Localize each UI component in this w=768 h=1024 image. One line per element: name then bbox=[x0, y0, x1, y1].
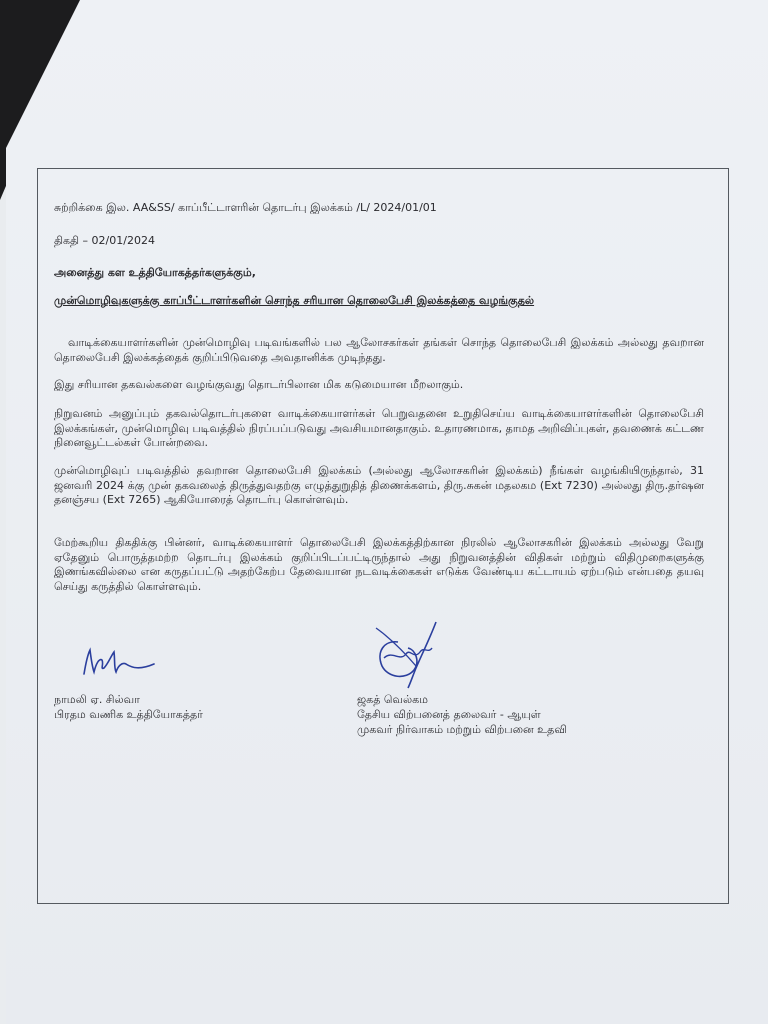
signature-right bbox=[370, 618, 454, 692]
paragraph-1: வாடிக்கையாளர்களின் முன்மொழிவு படிவங்களில் பல ஆலோசகர்கள் தங்கள் சொந்த தொலைபேசி இலக்கம் அல்லது தவறான தொலைபேசி இலக்கத்தைக் குறிப்பிடுவதை அவதானிக்க முடிந்தது. bbox=[54, 336, 704, 364]
signatory-right bbox=[357, 692, 567, 737]
circular-date: திகதி – 02/01/2024 bbox=[54, 234, 155, 247]
subject-heading: முன்மொழிவுகளுக்கு காப்பீட்டாளர்களின் சொந்த சரியான தொலைபேசி இலக்கத்தை வழங்குதல் bbox=[54, 294, 535, 307]
signature-left bbox=[78, 644, 158, 682]
signatory-right-title: தேசிய விற்பனைத் தலைவர் - ஆயுள் bbox=[357, 708, 541, 721]
paragraph-5: மேற்கூறிய திகதிக்கு பின்னர், வாடிக்கையாளர் தொலைபேசி இலக்கத்திற்கான நிரலில் ஆலோசகரின் இலக்கம் அல்லது வேறு ஏதேனும் பொருத்தமற்ற தொடர்பு இலக்கம் குறிப்பிடப்பட்டிருந்தால் அது நிறுவனத்தின் விதிகள் மற்றும் விதிமுறைகளுக்கு இணங்கவில்லை என கருதப்பட்டு அதற்கேற்ப தேவையான நடவடிக்கைகள் எடுக்க வேண்டிய கட்டாயம் ஏற்படும் என்பதை தயவு செய்து கருத்தில் கொள்ளவும். bbox=[54, 536, 704, 593]
signatory-right-name: ஜகத் வெல்கம bbox=[357, 693, 428, 706]
signatory-left-title: பிரதம வணிக உத்தியோகத்தர் bbox=[54, 708, 203, 721]
signatory-left bbox=[54, 692, 203, 722]
paragraph-2: இது சரியான தகவல்களை வழங்குவது தொடர்பிலான மிக கடுமையான மீறலாகும். bbox=[54, 378, 464, 391]
circular-reference: சுற்றிக்கை இல. AA&SS/ காப்பீட்டாளரின் தொடர்பு இலக்கம் /L/ 2024/01/01 bbox=[54, 201, 437, 214]
paragraph-4: முன்மொழிவுப் படிவத்தில் தவறான தொலைபேசி இலக்கம் (அல்லது ஆலோசகரின் இலக்கம்) நீங்கள் வழங்கியிருந்தால், 31 ஜனவரி 2024 க்கு முன் தகவலைத் திருத்துவதற்கு எழுத்துறுதித் திணைக்களம், திரு.சுகன் மதலகம (Ext 7230) அல்லது திரு.தர்ஷன தனஞ்சய (Ext 7265) ஆகியோரைத் தொடர்பு கொள்ளவும். bbox=[54, 464, 704, 506]
signatory-left-name: நாமலி ஏ. சில்வா bbox=[54, 693, 140, 706]
paragraph-3: நிறுவனம் அனுப்பும் தகவல்தொடர்புகளை வாடிக்கையாளர்கள் பெறுவதனை உறுதிசெய்ய வாடிக்கையாளர்களின் தொலைபேசி இலக்கங்கள், முன்மொழிவு படிவத்தில் நிரப்பப்படுவது அவசியமானதாகும். உதாரணமாக, தாமத அறிவிப்புகள், தவணைக் கட்டண நினைவூட்டல்கள் போன்றவை. bbox=[54, 407, 704, 449]
salutation: அனைத்து கள உத்தியோகத்தர்களுக்கும், bbox=[54, 266, 256, 279]
signatory-right-department: முகவர் நிர்வாகம் மற்றும் விற்பனை உதவி bbox=[357, 723, 567, 736]
